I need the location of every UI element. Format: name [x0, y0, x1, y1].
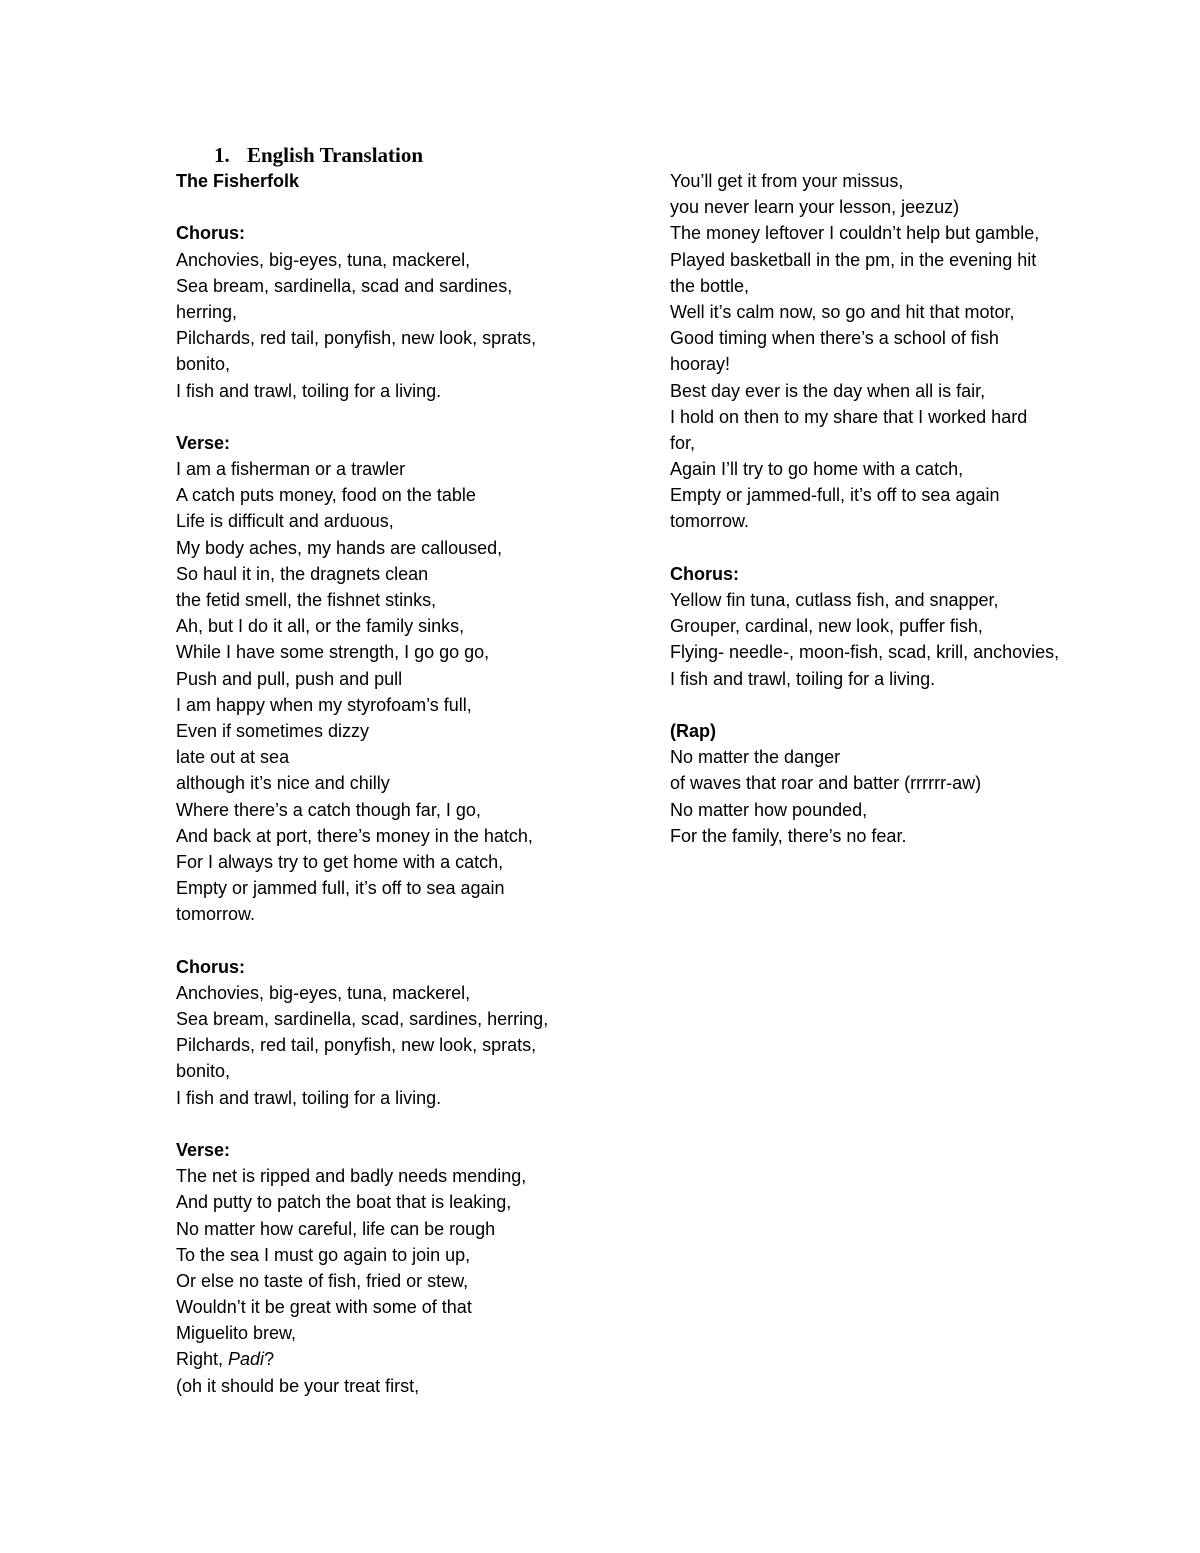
blank-line: [176, 404, 596, 430]
line-text: although it’s nice and chilly: [176, 773, 390, 794]
line-text: To the sea I must go again to join up,: [176, 1244, 471, 1265]
section-label: [670, 718, 1110, 744]
lyric-line: [176, 247, 596, 273]
line-text: And back at port, there’s money in the hatch,: [176, 825, 533, 846]
lyric-line: [176, 1242, 596, 1268]
line-text: Verse:: [176, 1139, 231, 1160]
line-text: Yellow fin tuna, cutlass fish, and snapper,: [670, 590, 999, 610]
line-text: you never learn your lesson, jeezuz): [670, 197, 960, 218]
line-text: Where there’s a catch though far, I go,: [176, 799, 481, 820]
lyric-line: [176, 849, 596, 875]
lyric-line: [176, 1346, 596, 1372]
lyric-line: [176, 587, 596, 613]
lyric-line: [670, 299, 1110, 325]
lyric-line: [670, 351, 1110, 377]
lyric-line: [176, 351, 596, 377]
lyric-line: [176, 1189, 596, 1215]
blank-line: [176, 1111, 596, 1137]
lyric-line: [670, 587, 1110, 613]
line-text: While I have some strength, I go go go,: [176, 642, 490, 663]
line-text: The money leftover I couldn’t help but gamble,: [670, 223, 1040, 244]
line-text: And putty to patch the boat that is leaking,: [176, 1192, 512, 1213]
lyric-line: [670, 639, 1110, 665]
line-text: Grouper, cardinal, new look, puffer fish,: [670, 616, 983, 637]
lyric-line: [176, 613, 596, 639]
lyric-line: [176, 535, 596, 561]
line-text: (oh it should be your treat first,: [176, 1375, 420, 1396]
line-text: tomorrow.: [176, 904, 256, 925]
lyric-line: [670, 194, 1110, 220]
line-text: I am a fisherman or a trawler: [176, 459, 406, 480]
lyric-line: [176, 1320, 596, 1346]
line-text: Good timing when there’s a school of fish: [670, 328, 999, 349]
lyric-line: [670, 797, 1110, 823]
lyric-line: [670, 247, 1110, 273]
line-text: Verse:: [176, 432, 231, 453]
line-text: Best day ever is the day when all is fair,: [670, 380, 986, 401]
lyric-line: [176, 744, 596, 770]
lyric-line: [670, 823, 1110, 849]
line-text: My body aches, my hands are calloused,: [176, 537, 503, 558]
line-text: I fish and trawl, toiling for a living.: [670, 668, 936, 689]
lyric-line: [176, 1032, 596, 1058]
line-text: I am happy when my styrofoam’s full,: [176, 694, 472, 715]
lyric-line: [176, 770, 596, 796]
line-text: bonito,: [176, 354, 231, 375]
line-text: No matter the danger: [670, 747, 841, 768]
lyric-line: [176, 1294, 596, 1320]
line-text: herring,: [176, 301, 238, 322]
lyric-line: [176, 639, 596, 665]
line-text: I fish and trawl, toiling for a living.: [176, 1087, 442, 1108]
line-text: Miguelito brew,: [176, 1323, 297, 1344]
lyric-line: [176, 273, 596, 299]
lyric-line: [176, 561, 596, 587]
line-text: Empty or jammed full, it’s off to sea again: [176, 878, 505, 899]
line-text: Anchovies, big-eyes, tuna, mackerel,: [176, 982, 471, 1003]
lyric-line: [670, 273, 1110, 299]
left-column: [176, 168, 596, 1399]
line-text: You’ll get it from your missus,: [670, 171, 904, 191]
blank-line: [176, 194, 596, 220]
lyric-line: [176, 299, 596, 325]
line-text: Sea bream, sardinella, scad and sardines,: [176, 275, 513, 296]
line-text: (Rap): [670, 720, 716, 741]
line-text: The net is ripped and badly needs mending,: [176, 1166, 527, 1187]
italic-word: Padi: [228, 1349, 265, 1370]
line-text: of waves that roar and batter (rrrrrr-aw): [670, 773, 982, 794]
lyric-line: [176, 1058, 596, 1084]
line-text: No matter how pounded,: [670, 799, 868, 820]
line-text: Ah, but I do it all, or the family sinks,: [176, 616, 465, 637]
lyric-line: [176, 875, 596, 901]
lyric-line: [176, 1006, 596, 1032]
line-text: Chorus:: [176, 956, 245, 977]
line-text: Chorus:: [670, 563, 739, 584]
line-text: Sea bream, sardinella, scad, sardines, herring,: [176, 1009, 549, 1029]
lyric-line: [176, 718, 596, 744]
line-text: Played basketball in the pm, in the evening hit: [670, 249, 1037, 270]
lyric-line: [176, 666, 596, 692]
line-text: Anchovies, big-eyes, tuna, mackerel,: [176, 249, 471, 270]
line-text: Even if sometimes dizzy: [176, 720, 370, 741]
line-text: A catch puts money, food on the table: [176, 485, 476, 506]
lyric-line: [670, 404, 1110, 430]
lyric-line: [176, 482, 596, 508]
line-text: The Fisherfolk: [176, 171, 300, 191]
lyric-line: [670, 744, 1110, 770]
line-text: Pilchards, red tail, ponyfish, new look, sprats,: [176, 1035, 537, 1056]
line-text: Again I’ll try to go home with a catch,: [670, 459, 964, 480]
line-text: Push and pull, push and pull: [176, 668, 403, 689]
line-text: Well it’s calm now, so go and hit that motor,: [670, 301, 1015, 322]
line-text: tomorrow.: [670, 511, 750, 532]
line-text: Wouldn’t it be great with some of that: [176, 1297, 472, 1318]
line-text: I hold on then to my share that I worked hard: [670, 406, 1028, 427]
section-label: [176, 220, 596, 246]
lyric-line: [176, 797, 596, 823]
section-label: [176, 430, 596, 456]
lyric-line: [670, 456, 1110, 482]
blank-line: [176, 927, 596, 953]
lyric-line: [670, 613, 1110, 639]
section-number: 1.: [214, 143, 230, 167]
section-title: English Translation: [247, 143, 424, 167]
lyric-line: [176, 1373, 596, 1399]
line-text: bonito,: [176, 1061, 231, 1082]
blank-line: [670, 692, 1110, 718]
line-text: Flying- needle-, moon-fish, scad, krill, anchovies,: [670, 642, 1060, 663]
lyric-line: [176, 980, 596, 1006]
line-text: Pilchards, red tail, ponyfish, new look, sprats,: [176, 328, 537, 349]
lyric-line: [176, 1163, 596, 1189]
line-text: Right,: [176, 1349, 229, 1370]
line-text: for,: [670, 432, 696, 453]
lyric-line: [670, 378, 1110, 404]
lyric-line: [670, 325, 1110, 351]
section-label: [176, 954, 596, 980]
line-text: hooray!: [670, 354, 731, 375]
lyric-line: [176, 456, 596, 482]
line-text: late out at sea: [176, 747, 290, 768]
lyric-line: [670, 482, 1110, 508]
line-text: No matter how careful, life can be rough: [176, 1218, 496, 1239]
line-text: I fish and trawl, toiling for a living.: [176, 380, 442, 401]
line-text: For I always try to get home with a catch,: [176, 851, 504, 872]
lyric-line: [176, 325, 596, 351]
lyric-line: [176, 823, 596, 849]
line-text: the bottle,: [670, 275, 750, 296]
lyric-line: [670, 220, 1110, 246]
lyric-line: [670, 168, 1110, 194]
line-text: Life is difficult and arduous,: [176, 511, 394, 532]
song-title: [176, 168, 596, 194]
section-heading: [214, 141, 423, 169]
lyric-line: [176, 1216, 596, 1242]
section-label: [670, 561, 1110, 587]
lyric-line: [176, 378, 596, 404]
lyric-line: [176, 901, 596, 927]
lyric-line: [176, 1268, 596, 1294]
lyric-line: [670, 666, 1110, 692]
line-text: So haul it in, the dragnets clean: [176, 563, 429, 584]
line-text: Empty or jammed-full, it’s off to sea again: [670, 485, 1000, 506]
line-text-end: ?: [264, 1349, 275, 1370]
line-text: the fetid smell, the fishnet stinks,: [176, 590, 437, 610]
section-label: [176, 1137, 596, 1163]
lyric-line: [670, 770, 1110, 796]
lyric-line: [670, 508, 1110, 534]
line-text: Or else no taste of fish, fried or stew,: [176, 1270, 469, 1291]
lyric-line: [176, 692, 596, 718]
line-text: For the family, there’s no fear.: [670, 825, 907, 846]
lyric-line: [176, 508, 596, 534]
lyric-line: [670, 430, 1110, 456]
blank-line: [670, 535, 1110, 561]
line-text: Chorus:: [176, 223, 245, 244]
lyric-line: [176, 1085, 596, 1111]
right-column: [670, 168, 1110, 849]
